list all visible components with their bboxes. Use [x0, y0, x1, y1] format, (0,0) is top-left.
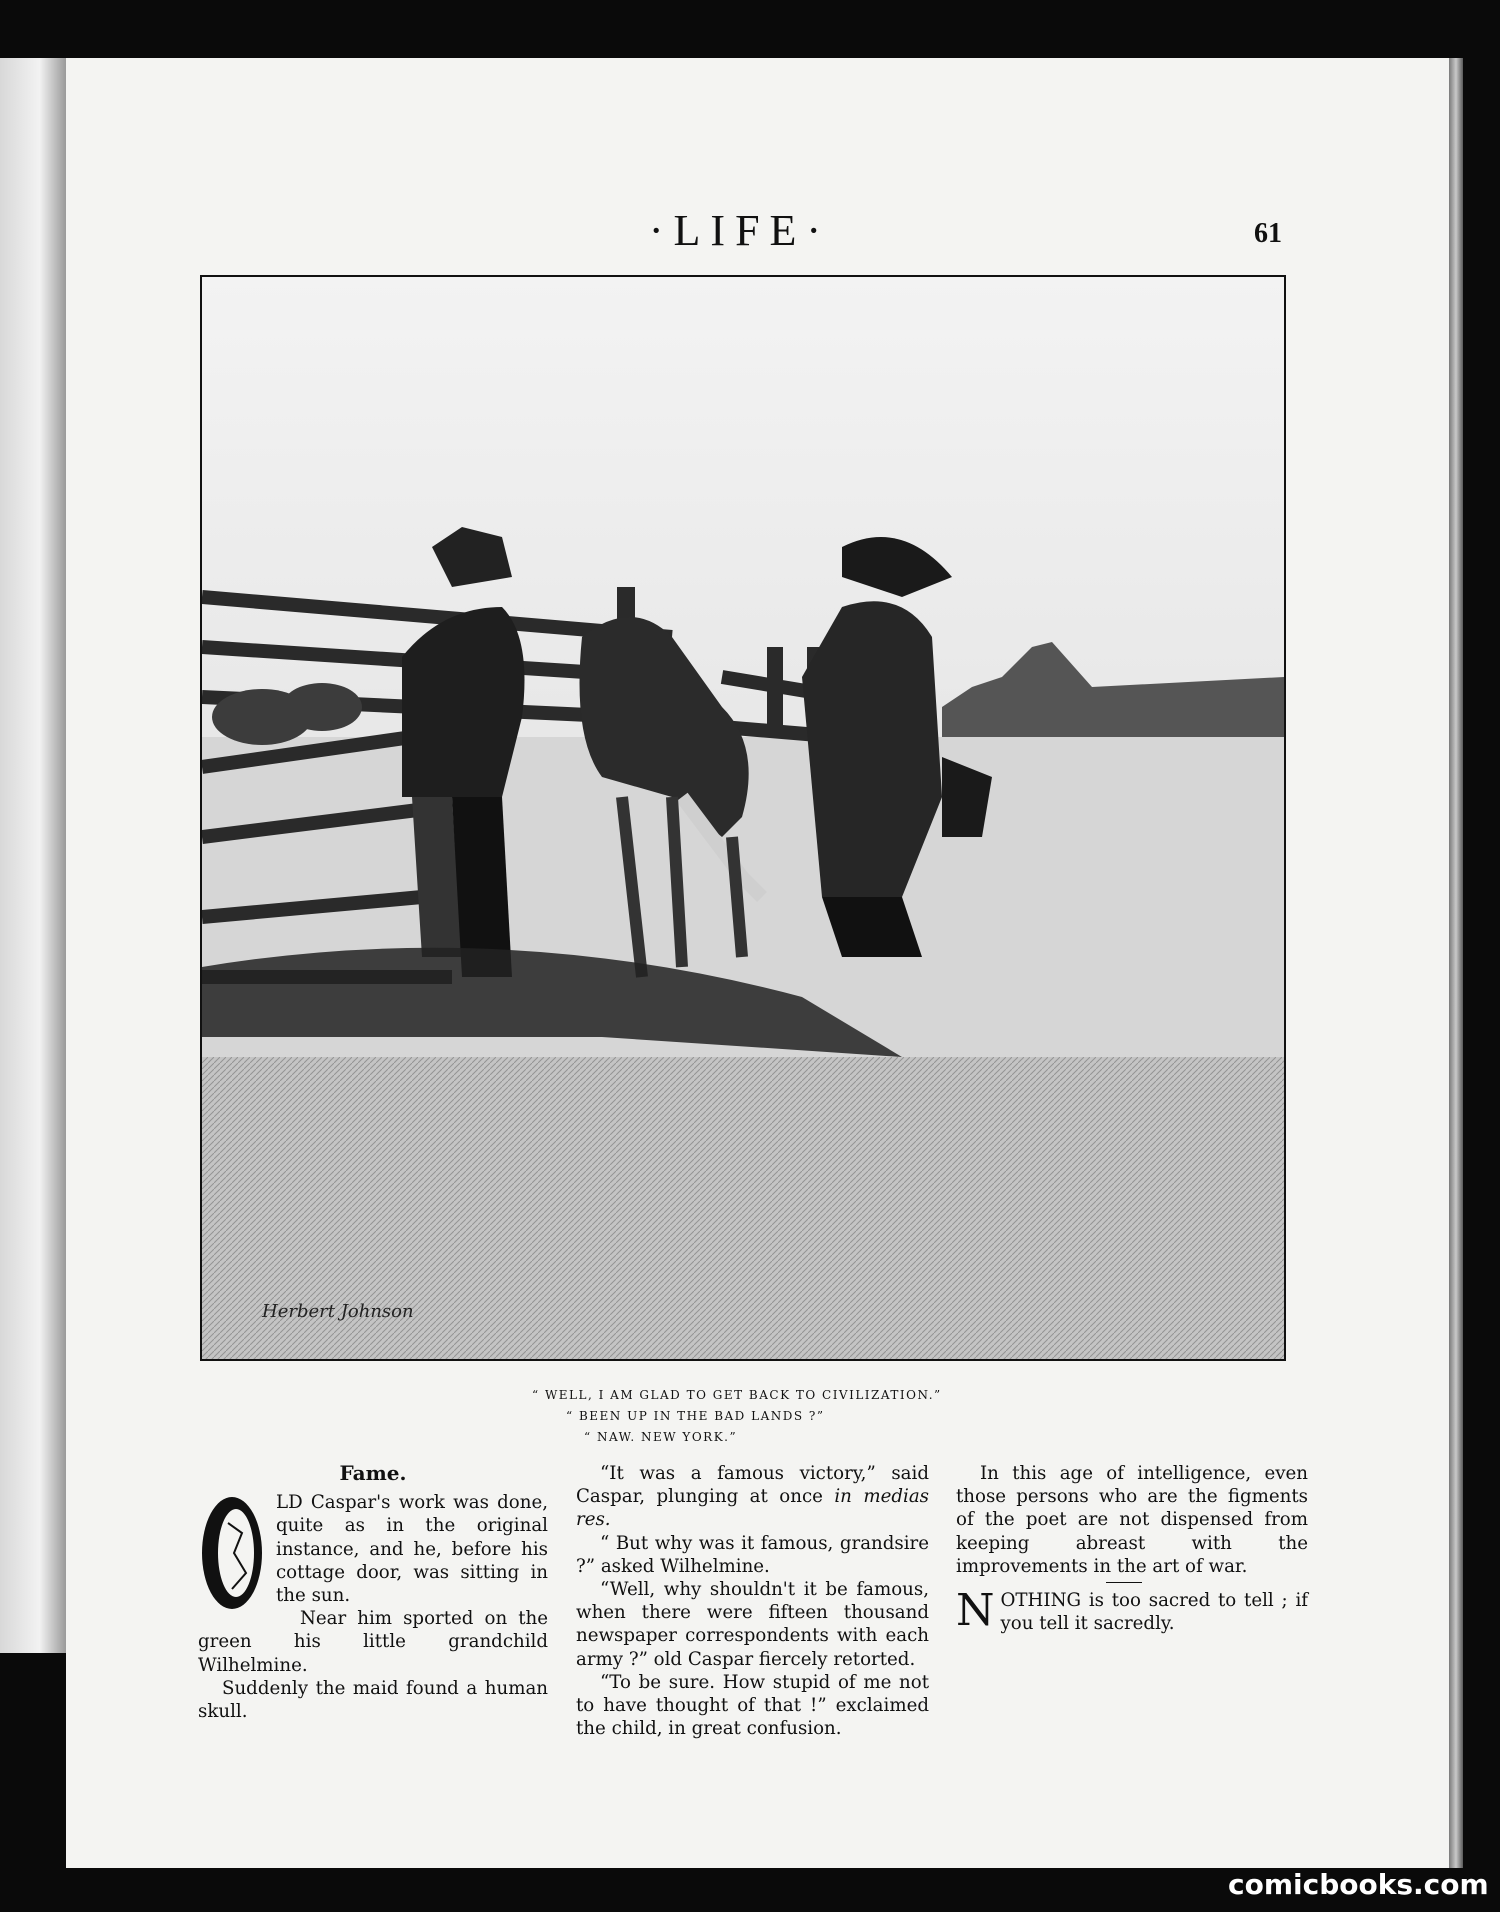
article-title: Fame.	[339, 1461, 407, 1485]
filler-drop-cap: N	[956, 1585, 995, 1637]
filler-text: OTHING is too sacred to tell ; if you tell it sacredly.	[1000, 1590, 1308, 1635]
site-watermark: comicbooks.com	[1228, 1868, 1489, 1901]
article-column-3	[956, 1462, 1308, 1635]
italic-phrase: in medias res.	[576, 1486, 929, 1531]
masthead: ·LIFE·	[648, 206, 832, 255]
filler-paragraph	[956, 1585, 1308, 1637]
cowboys-at-corral-drawing	[202, 277, 1284, 1359]
facing-page-edge	[0, 58, 66, 1653]
paragraph: “To be sure. How stupid of me not to have thought of that !” exclaimed the child, in great confusion.	[576, 1671, 929, 1740]
paragraph-text: “It was a famous victory,” said Caspar, plunging at once	[576, 1463, 929, 1508]
paragraph: Suddenly the maid found a human skull.	[198, 1677, 548, 1723]
paragraph	[576, 1462, 929, 1532]
artist-signature: Herbert Johnson	[262, 1301, 414, 1322]
drop-cap-letter: O	[198, 1493, 199, 1495]
page-number: 61	[1254, 218, 1282, 249]
illustration	[200, 275, 1286, 1361]
caption-line: “ WELL, I AM GLAD TO GET BACK TO CIVILIZATION.”	[532, 1388, 942, 1402]
section-rule	[1106, 1582, 1142, 1583]
article-column-2	[576, 1462, 929, 1740]
paragraph: “ But why was it famous, grandsire ?” asked Wilhelmine.	[576, 1532, 929, 1577]
paragraph: Near him sported on the green his little grandchild Wilhelmine.	[198, 1608, 548, 1676]
paragraph: In this age of intelligence, even those persons who are the figments of the poet are not dispensed from keeping abreast with the improvements in the art of war.	[956, 1463, 1308, 1577]
caption-line: “ BEEN UP IN THE BAD LANDS ?”	[566, 1409, 825, 1423]
paragraph: “Well, why shouldn't it be famous, when there were fifteen thousand newspaper correspondents with each army ?” old Caspar fiercely retorted.	[576, 1579, 929, 1670]
article-column-1	[198, 1462, 548, 1723]
caption-line: “ NAW. NEW YORK.”	[584, 1430, 738, 1444]
paragraph: LD Caspar's work was done, quite as in the original instance, and he, before his cottage door, was sitting in the sun.	[276, 1492, 548, 1607]
drop-cap-o	[198, 1493, 266, 1613]
illustration-caption	[520, 1385, 980, 1448]
page-gutter-edge	[1449, 58, 1463, 1868]
